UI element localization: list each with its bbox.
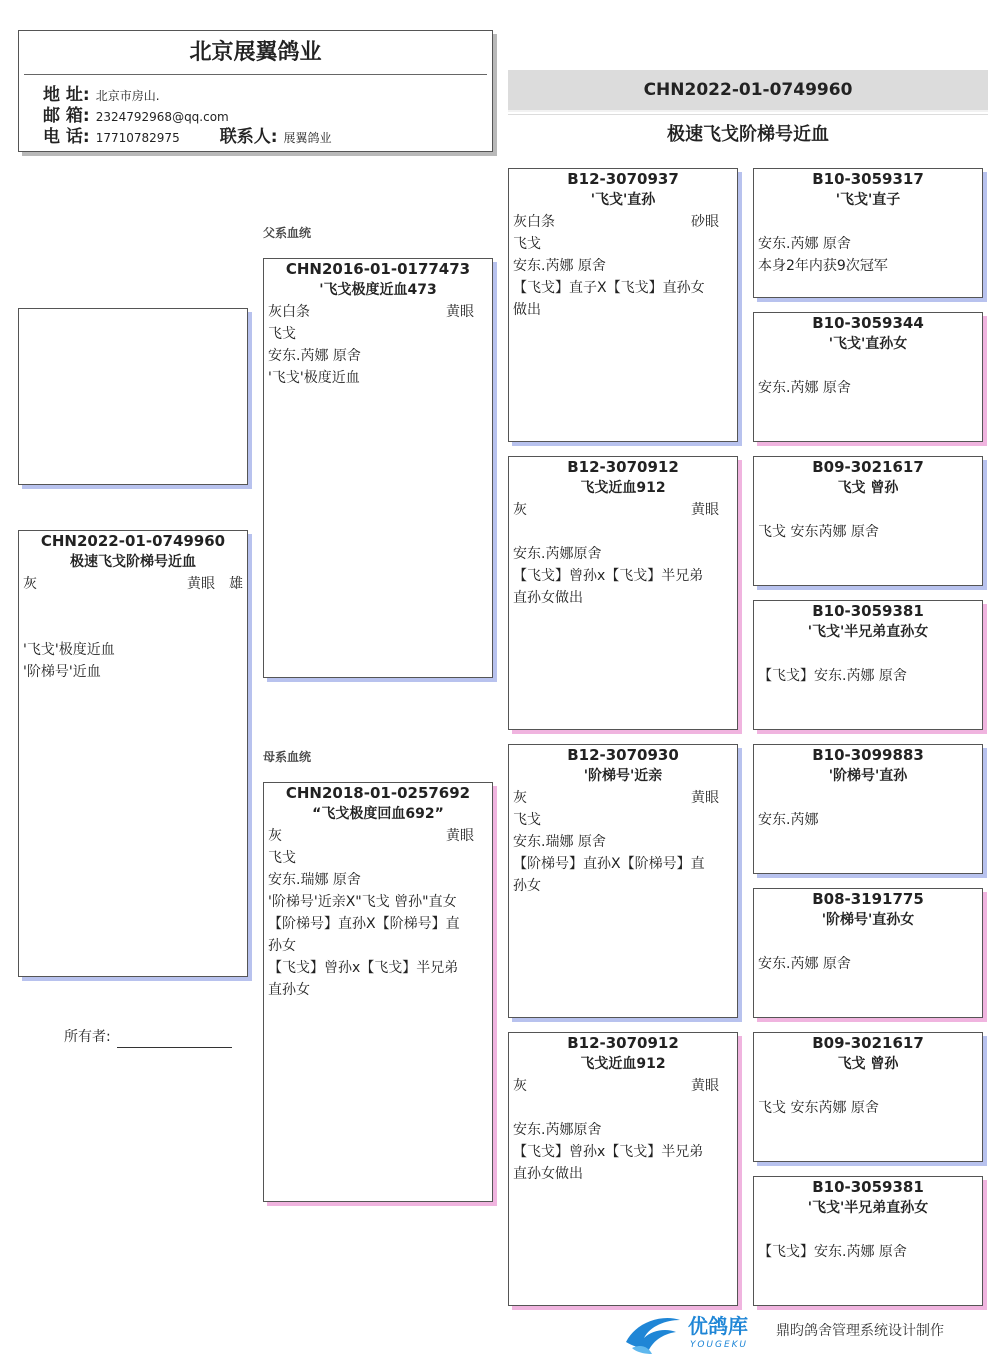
ggp-line: 安东.芮娜 (758, 812, 819, 828)
gp-eye: 黄眼 (691, 790, 719, 806)
subject-ring: CHN2022-01-0749960 (40, 532, 226, 550)
ggp-name: '飞戈'直子 (835, 192, 901, 208)
breeder-info-box (18, 30, 493, 152)
ggp-ring: B09-3021617 (812, 458, 924, 476)
ggp-ring: B10-3059381 (812, 1178, 924, 1196)
subject-sex: 雄 (229, 576, 243, 592)
gp-line: 直孙女做出 (513, 1166, 583, 1182)
owner-label: 所有者: (64, 1029, 111, 1045)
ggp-name: '阶梯号'直孙 (828, 768, 908, 784)
owner-signature-line (117, 1033, 232, 1048)
gp-ring: B12-3070912 (567, 458, 679, 476)
subject-color: 灰 (23, 576, 37, 592)
banner-divider (508, 114, 988, 115)
pigeon-swirl-icon (622, 1312, 684, 1356)
dam-name: “飞戈极度回血692” (312, 806, 444, 822)
gp-ring: B12-3070912 (567, 1034, 679, 1052)
ggp-line: 安东.芮娜 原舍 (758, 236, 851, 252)
granddam-paternal-card (508, 456, 738, 730)
ggp-line: 安东.芮娜 原舍 (758, 956, 851, 972)
owner-field (64, 1026, 232, 1048)
dam-line-label: 母系血统 (263, 750, 312, 764)
ggp-line: 本身2年内获9次冠军 (758, 258, 888, 274)
address-row (43, 85, 160, 106)
ggp-ring: B10-3059344 (812, 314, 924, 332)
email-row (43, 106, 229, 127)
ggp-ring: B10-3059381 (812, 602, 924, 620)
dam-line: 直孙女 (268, 982, 310, 998)
email-value: 2324792968@qq.com (95, 110, 229, 124)
sire-line: 飞戈 (268, 326, 296, 342)
gp-line: 飞戈 (513, 236, 541, 252)
ggp-line: 【飞戈】安东.芮娜 原舍 (758, 668, 907, 684)
ggp-name: 飞戈 曾孙 (837, 480, 899, 496)
gp-line: 做出 (513, 302, 541, 318)
dam-line: 【阶梯号】直孙X【阶梯号】直 (268, 916, 460, 932)
gp-line: 【飞戈】直子X【飞戈】直孙女 (513, 280, 705, 296)
gp-line: 安东.芮娜原舍 (513, 1122, 602, 1138)
grandsire-maternal-card (508, 744, 738, 1018)
ggp-line: 安东.芮娜 原舍 (758, 380, 851, 396)
gp-line: 【阶梯号】直孙X【阶梯号】直 (513, 856, 705, 872)
phone-row (43, 127, 332, 148)
ggp-card (753, 456, 983, 586)
gp-name: 飞戈近血912 (580, 1056, 666, 1072)
gp-line: 直孙女做出 (513, 590, 583, 606)
subject-note: '飞戈'极度近血 (23, 642, 115, 658)
farm-name: 北京展翼鸽业 (189, 40, 322, 65)
gp-line: 【飞戈】曾孙x【飞戈】半兄弟 (513, 1144, 704, 1160)
ggp-ring: B10-3059317 (812, 170, 924, 188)
ggp-line: 飞戈 安东芮娜 原舍 (758, 1100, 879, 1116)
ggp-card (753, 600, 983, 730)
phone-value: 17710782975 (95, 131, 180, 145)
dam-card (263, 782, 493, 1202)
header-divider (24, 74, 487, 75)
gp-line: 安东.芮娜原舍 (513, 546, 602, 562)
dam-color: 灰 (268, 828, 282, 844)
subject-card (18, 530, 248, 977)
gp-traits (509, 787, 737, 809)
gp-name: '飞戈'直孙 (590, 192, 656, 208)
granddam-maternal-card (508, 1032, 738, 1306)
gp-color: 灰 (513, 1078, 527, 1094)
gp-eye: 砂眼 (691, 214, 719, 230)
sire-eye: 黄眼 (446, 304, 474, 320)
address-label: 地 址: (43, 85, 90, 105)
ggp-ring: B09-3021617 (812, 1034, 924, 1052)
ggp-card (753, 1176, 983, 1306)
sire-color: 灰白条 (268, 304, 310, 320)
ggp-name: '飞戈'直孙女 (828, 336, 908, 352)
gp-traits (509, 211, 737, 233)
ggp-line: 【飞戈】安东.芮娜 原舍 (758, 1244, 907, 1260)
gp-ring: B12-3070930 (567, 746, 679, 764)
photo-placeholder (18, 308, 248, 485)
ggp-name: 飞戈 曾孙 (837, 1056, 899, 1072)
ggp-name: '阶梯号'直孙女 (821, 912, 915, 928)
subject-ring-banner: CHN2022-01-0749960 (508, 70, 988, 112)
email-label: 邮 箱: (43, 106, 90, 126)
yougeku-logo (622, 1312, 762, 1356)
gp-color: 灰 (513, 502, 527, 518)
dam-traits (264, 825, 492, 847)
ggp-card (753, 168, 983, 298)
subject-traits (19, 573, 247, 595)
subject-note: '阶梯号'近血 (23, 664, 101, 680)
dam-ring: CHN2018-01-0257692 (285, 784, 471, 802)
gp-color: 灰白条 (513, 214, 555, 230)
subject-eye: 黄眼 (187, 576, 215, 592)
gp-line: 飞戈 (513, 812, 541, 828)
gp-eye: 黄眼 (691, 1078, 719, 1094)
phone-label: 电 话: (43, 127, 90, 147)
gp-name: '阶梯号'近亲 (583, 768, 663, 784)
sire-card (263, 258, 493, 678)
ggp-card (753, 744, 983, 874)
gp-line: 安东.瑞娜 原舍 (513, 834, 606, 850)
subject-name: 极速飞戈阶梯号近血 (70, 554, 196, 570)
dam-line: 飞戈 (268, 850, 296, 866)
ggp-name: '飞戈'半兄弟直孙女 (807, 624, 929, 640)
subject-title: 极速飞戈阶梯号近血 (667, 124, 829, 145)
gp-line: 安东.芮娜 原舍 (513, 258, 606, 274)
ggp-ring: B08-3191775 (812, 890, 924, 908)
dam-line: 【飞戈】曾孙x【飞戈】半兄弟 (268, 960, 459, 976)
dam-line: 孙女 (268, 938, 296, 954)
contact-value: 展翼鸽业 (283, 131, 332, 145)
sire-line-label: 父系血统 (263, 226, 312, 240)
grandsire-paternal-card (508, 168, 738, 442)
gp-line: 【飞戈】曾孙x【飞戈】半兄弟 (513, 568, 704, 584)
sire-name: '飞戈极度近血473 (319, 282, 437, 298)
gp-color: 灰 (513, 790, 527, 806)
ggp-card (753, 1032, 983, 1162)
dam-line: 安东.瑞娜 原舍 (268, 872, 361, 888)
sire-ring: CHN2016-01-0177473 (285, 260, 471, 278)
gp-ring: B12-3070937 (567, 170, 679, 188)
address-value: 北京市房山. (95, 89, 160, 103)
footer-credit: 鼎昀鸽舍管理系统设计制作 (776, 1323, 944, 1339)
dam-eye: 黄眼 (446, 828, 474, 844)
sire-line: '飞戈'极度近血 (268, 370, 360, 386)
ggp-name: '飞戈'半兄弟直孙女 (807, 1200, 929, 1216)
ggp-line: 飞戈 安东芮娜 原舍 (758, 524, 879, 540)
gp-line: 孙女 (513, 878, 541, 894)
logo-english: YOUGEKU (690, 1340, 749, 1350)
contact-label: 联系人: (219, 127, 278, 147)
dam-line: '阶梯号'近亲X"飞戈 曾孙"直女 (268, 894, 457, 910)
gp-traits (509, 1075, 737, 1097)
sire-line: 安东.芮娜 原舍 (268, 348, 361, 364)
logo-chinese: 优鸽库 (688, 1314, 748, 1338)
gp-eye: 黄眼 (691, 502, 719, 518)
ggp-card (753, 312, 983, 442)
ggp-card (753, 888, 983, 1018)
gp-traits (509, 499, 737, 521)
ggp-ring: B10-3099883 (812, 746, 924, 764)
gp-name: 飞戈近血912 (580, 480, 666, 496)
sire-traits (264, 301, 492, 323)
